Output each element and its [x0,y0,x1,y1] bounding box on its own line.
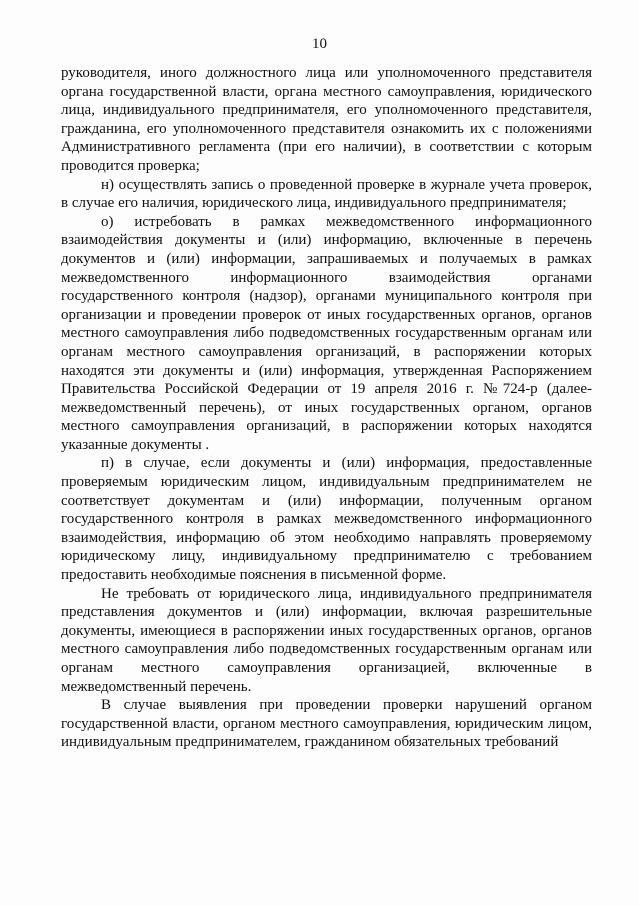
paragraph-no-require: Не требовать от юридического лица, индивидуального предпринимателя представления документов и (или) информации, включая разрешительные документы, имеющиеся в распоряжении иных государственных органов, органов местного самоуправления либо подведомственных государственным органам или органам местного самоуправления организацией, включенные в межведомственный перечень. [61,585,592,695]
paragraph-continuation: руководителя, иного должностного лица или уполномоченного представителя органа государственной власти, органа местного самоуправления, юридического лица, индивидуального предпринимателя, его уполномоченного представителя, гражданина, его уполномоченного представителя ознакомить их с положениями Административного регламента (при его наличии), в соответствии с которым проводится проверка; [61,65,592,174]
paragraph-violations: В случае выявления при проведении проверки нарушений органом государственной власти, органом местного самоуправления, юридическим лицом, индивидуальным предпринимателем, гражданином обязательных требований [61,697,592,751]
document-body [61,64,592,752]
paragraph-item-p: п) в случае, если документы и (или) информация, предоставленные проверяемым юридическим лицом, индивидуальным предпринимателем не соответствует документам и (или) информации, полученным органом государственного контроля в рамках межведомственного информационного взаимодействия, информацию об этом необходимо направлять проверяемому юридическому лицу, индивидуальному предпринимателю с требованием предоставить необходимые пояснения в письменной форме. [61,455,592,584]
page-number: 10 [312,36,327,52]
paragraph-item-o: о) истребовать в рамках межведомственного информационного взаимодействия документы и (или) информацию, включенные в перечень документов и (или) информации, запрашиваемых и получаемых в рамках межведомственного информационного взаимодействия органами государственного контроля (надзор), органами муниципального контроля при организации и проведении проверок от иных государственных органов, органов местного самоуправления либо подведомственных государственным органам или органам местного самоуправления организаций, в распоряжении которых находятся эти документы и (или) информация, утвержденная Распоряжением Правительства Российской Федерации от 19 апреля 2016 г. №724-р (далее- межведомственный перечень), от иных государственных органом, органов местного самоуправления организаций, в распоряжении которых находятся указанные документы . [61,213,592,453]
paragraph-item-n: н) осуществлять запись о проведенной проверке в журнале учета проверок, в случае его наличия, юридического лица, индивидуального предпринимателя; [61,176,592,212]
